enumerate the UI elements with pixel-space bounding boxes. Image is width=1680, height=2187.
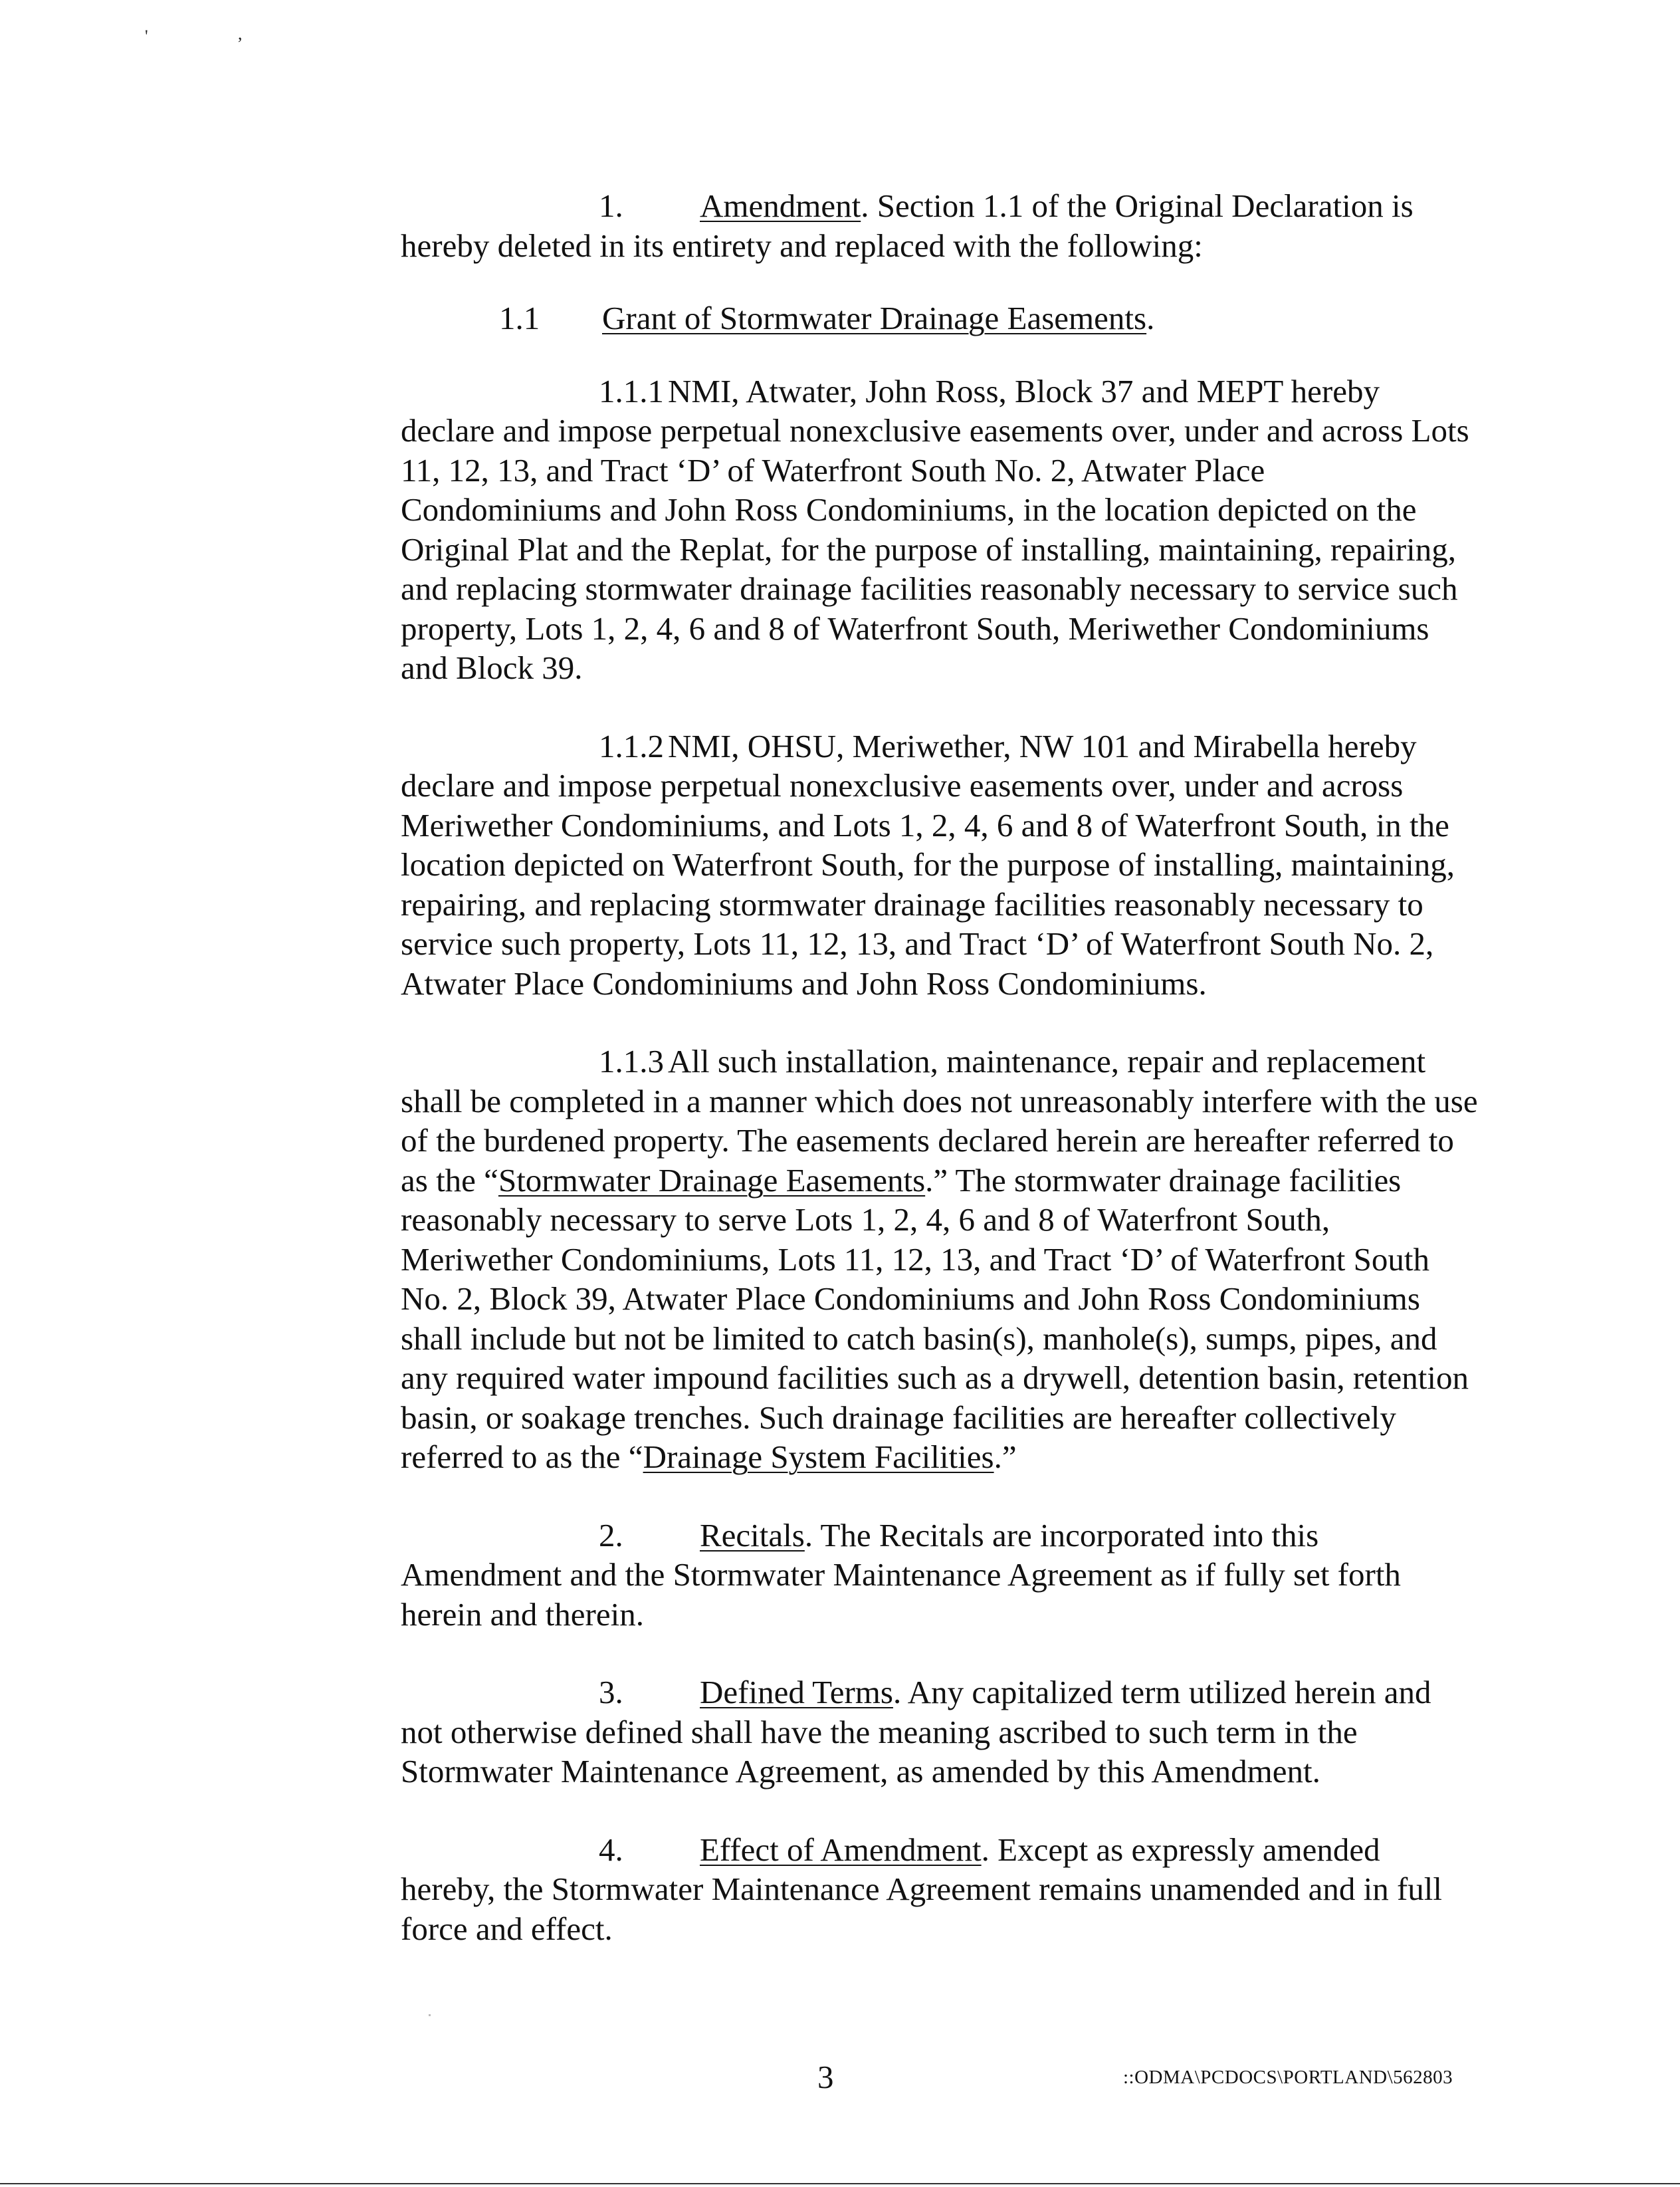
paragraph-text: . Except as expressly amended — [981, 1831, 1380, 1868]
scan-mark-a: ' — [145, 27, 148, 46]
section-2-paragraph — [401, 1516, 1504, 1635]
paragraph-text: . The Recitals are incorporated into this — [804, 1516, 1319, 1554]
defined-term: Drainage System Facilities — [643, 1439, 994, 1475]
paragraph-text: as the “ — [401, 1161, 498, 1199]
paragraph-text: shall be completed in a manner which does not unreasonably interfere with the use — [401, 1082, 1478, 1119]
paragraph-text: service such property, Lots 11, 12, 13, and Tract ‘D’ of Waterfront South No. 2, — [401, 925, 1434, 962]
section-heading: Effect of Amendment — [700, 1831, 982, 1868]
paragraph-text: force and effect. — [401, 1910, 613, 1947]
document-id: ::ODMA\PCDOCS\PORTLAND\562803 — [1123, 2067, 1453, 2088]
page-number: 3 — [817, 2059, 834, 2095]
paragraph-text: any required water impound facilities such as a drywell, detention basin, retention — [401, 1359, 1469, 1396]
section-number: 4. — [599, 1831, 623, 1868]
section-number: 1.1.2 — [599, 727, 664, 764]
paragraph-text: No. 2, Block 39, Atwater Place Condominiums and John Ross Condominiums — [401, 1280, 1420, 1317]
section-1-1-paragraph — [401, 298, 1504, 338]
paragraph-text: Meriwether Condominiums, Lots 11, 12, 13, and Tract ‘D’ of Waterfront South — [401, 1240, 1429, 1278]
section-1-1-3-paragraph — [401, 1042, 1504, 1477]
section-1-paragraph — [401, 186, 1504, 265]
section-heading: Amendment — [700, 187, 861, 224]
paragraph-text: hereby deleted in its entirety and replaced with the following: — [401, 227, 1203, 264]
document-body — [401, 186, 1504, 1987]
paragraph-text: and replacing stormwater drainage facilities reasonably necessary to service such — [401, 570, 1458, 607]
paragraph-text: .” — [994, 1439, 1017, 1475]
section-number: 1.1 — [499, 300, 540, 336]
paragraph-text: Original Plat and the Replat, for the purpose of installing, maintaining, repairing, — [401, 530, 1457, 568]
paragraph-text: herein and therein. — [401, 1595, 644, 1633]
section-heading: Defined Terms — [700, 1674, 893, 1710]
paragraph-text: Amendment and the Stormwater Maintenance Agreement as if fully set forth — [401, 1556, 1401, 1593]
scan-speck — [429, 2014, 431, 2016]
paragraph-text: Stormwater Maintenance Agreement, as amended by this Amendment. — [401, 1753, 1320, 1789]
defined-term: Stormwater Drainage Easements — [498, 1161, 926, 1199]
paragraph-text: basin, or soakage trenches. Such drainage facilities are hereafter collectively — [401, 1399, 1396, 1436]
paragraph-text: . Any capitalized term utilized herein and — [892, 1674, 1431, 1710]
section-number: 1.1.1 — [599, 372, 664, 409]
paragraph-text: and Block 39. — [401, 649, 583, 686]
paragraph-text: referred to as the “ — [401, 1439, 643, 1475]
paragraph-text: declare and impose perpetual nonexclusive easements over, under and across — [401, 767, 1404, 804]
paragraph-text: repairing, and replacing stormwater drainage facilities reasonably necessary to — [401, 885, 1423, 923]
section-3-paragraph — [401, 1672, 1504, 1791]
paragraph-text: NMI, Atwater, John Ross, Block 37 and MEPT hereby — [668, 372, 1380, 409]
paragraph-text: property, Lots 1, 2, 4, 6 and 8 of Waterfront South, Meriwether Condominiums — [401, 610, 1429, 647]
section-1-1-2-paragraph — [401, 727, 1504, 1004]
paragraph-text: .” The stormwater drainage facilities — [925, 1161, 1402, 1199]
paragraph-text: . Section 1.1 of the Original Declaration is — [861, 187, 1414, 224]
paragraph-text: Condominiums and John Ross Condominiums, in the location depicted on the — [401, 491, 1417, 528]
paragraph-text: All such installation, maintenance, repair and replacement — [668, 1043, 1426, 1080]
paragraph-text: shall include but not be limited to catch basin(s), manhole(s), sumps, pipes, and — [401, 1320, 1437, 1357]
section-number: 1. — [599, 187, 623, 224]
paragraph-text: . — [1146, 300, 1155, 336]
paragraph-text: of the burdened property. The easements declared herein are hereafter referred to — [401, 1122, 1454, 1159]
scan-edge-line — [0, 2183, 1680, 2184]
paragraph-text: hereby, the Stormwater Maintenance Agreement remains unamended and in full — [401, 1871, 1442, 1907]
paragraph-text: NMI, OHSU, Meriwether, NW 101 and Mirabella hereby — [668, 727, 1417, 764]
section-number: 3. — [599, 1674, 623, 1710]
section-heading: Recitals — [700, 1516, 805, 1554]
paragraph-text: location depicted on Waterfront South, for the purpose of installing, maintaining, — [401, 846, 1455, 883]
paragraph-text: not otherwise defined shall have the meaning ascribed to such term in the — [401, 1713, 1358, 1750]
paragraph-text: Atwater Place Condominiums and John Ross Condominiums. — [401, 965, 1207, 1002]
section-number: 2. — [599, 1516, 623, 1554]
paragraph-text: Meriwether Condominiums, and Lots 1, 2, 4, 6 and 8 of Waterfront South, in the — [401, 806, 1449, 844]
section-4-paragraph — [401, 1830, 1504, 1949]
paragraph-text: reasonably necessary to serve Lots 1, 2, 4, 6 and 8 of Waterfront South, — [401, 1201, 1330, 1238]
scan-mark-b: , — [238, 24, 243, 43]
paragraph-text: 11, 12, 13, and Tract ‘D’ of Waterfront South No. 2, Atwater Place — [401, 451, 1265, 489]
paragraph-text: declare and impose perpetual nonexclusive easements over, under and across Lots — [401, 412, 1469, 449]
section-1-1-1-paragraph — [401, 372, 1504, 688]
section-number: 1.1.3 — [599, 1043, 664, 1080]
section-heading: Grant of Stormwater Drainage Easements — [602, 300, 1147, 336]
